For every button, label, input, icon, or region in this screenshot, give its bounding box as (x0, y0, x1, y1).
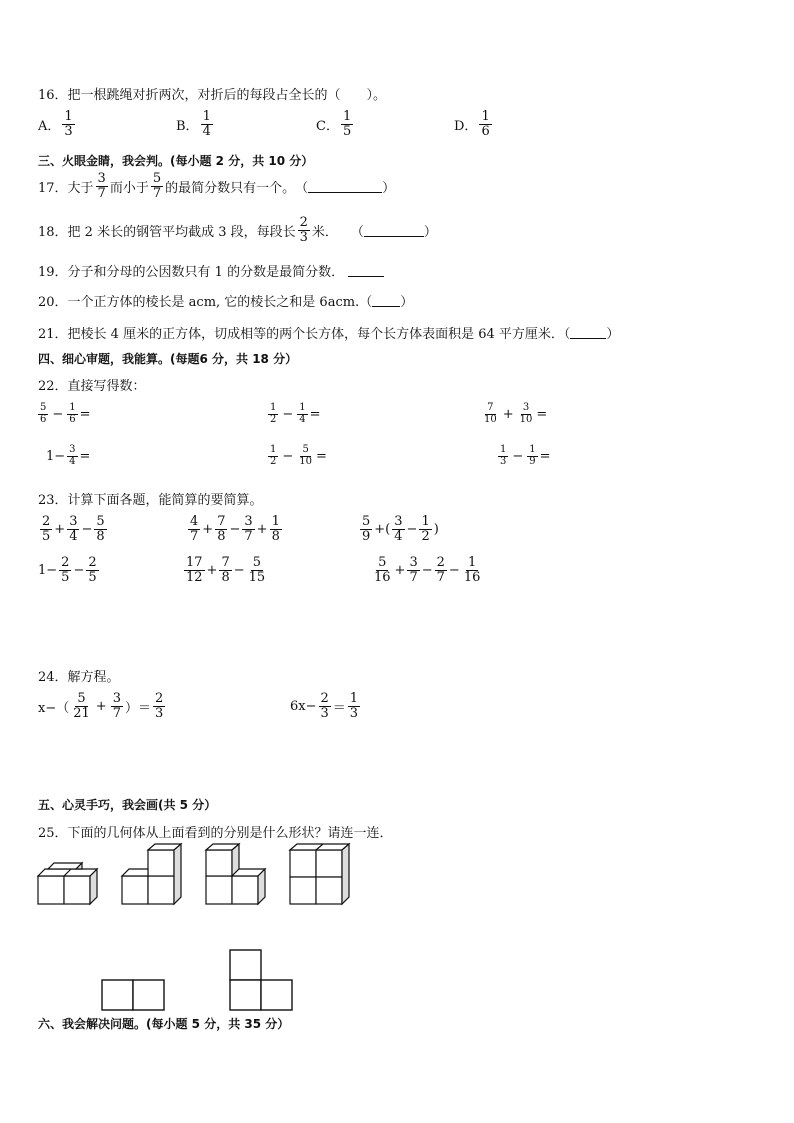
solid-figure-4 (288, 842, 354, 908)
option-a[interactable]: A． $\frac{1}{3}$ (38, 109, 73, 139)
question-18: 18．把 2 米长的钢管平均截成 3 段，每段长 $\frac{2}{3}$ 米． （ ） (38, 215, 437, 245)
calc-item: $\frac{1}{2}$ − $\frac{5}{10}$ = (270, 444, 327, 467)
section-4-heading: 四、细心审题，我能算。(每题6 分，共 18 分） (38, 352, 298, 366)
question-17: 17．大于 $\frac{3}{7}$ 而小于 $\frac{5}{7}$ 的最简分数只有一个。 （ ） (38, 171, 396, 201)
option-b[interactable]: B． $\frac{1}{4}$ (176, 109, 211, 139)
expression-5: $\frac{17}{12}$ + $\frac{7}{8}$ − $\frac{5}{15}$ (186, 555, 266, 585)
answer-blank-19[interactable] (348, 264, 384, 277)
expression-3: $\frac{5}{9}$ +( $\frac{3}{4}$ − $\frac{1}{2}$ ) (362, 514, 439, 544)
calc-item: $\frac{5}{6}$ − $\frac{1}{6}$ = (40, 402, 91, 425)
expression-4: 1− $\frac{2}{5}$ − $\frac{2}{5}$ (38, 555, 97, 585)
section-6-heading: 六、我会解决问题。(每小题 5 分，共 35 分） (38, 1017, 290, 1031)
option-c[interactable]: C． $\frac{1}{5}$ (316, 109, 352, 139)
answer-blank-17[interactable] (308, 180, 382, 193)
calc-item: 1− $\frac{3}{4}$ = (46, 444, 91, 467)
top-view-l-shape[interactable] (228, 948, 294, 1012)
section-5-heading: 五、心灵手巧，我会画(共 5 分） (38, 798, 217, 812)
top-view-two-squares[interactable] (100, 978, 166, 1012)
question-23-title: 23．计算下面各题，能简算的要简算。 (38, 493, 263, 508)
expression-1: $\frac{2}{5}$ + $\frac{3}{4}$ − $\frac{5}{8}$ (42, 514, 105, 544)
solid-figure-3 (204, 842, 270, 908)
answer-blank-21[interactable] (570, 326, 606, 339)
question-16: 16．把一根跳绳对折两次，对折后的每段占全长的（ ）。 (38, 88, 387, 103)
equation-1: x−（ $\frac{5}{21}$ + $\frac{3}{7}$ ）＝ $\frac{2}{3}$ (38, 691, 164, 721)
question-21: 21．把棱长 4 厘米的正方体，切成相等的两个长方体，每个长方体表面积是 64 平方厘米．（ ） (38, 327, 620, 342)
solid-figure-1 (36, 858, 102, 908)
question-19: 19．分子和分母的公因数只有 1 的分数是最简分数． (38, 261, 384, 280)
expression-6: $\frac{5}{16}$ + $\frac{3}{7}$ − $\frac{2}{7}$ − $\frac{1}{16}$ (374, 555, 481, 585)
answer-blank-20[interactable] (372, 294, 400, 307)
section-3-heading: 三、火眼金睛，我会判。(每小题 2 分，共 10 分） (38, 154, 314, 168)
question-20: 20．一个正方体的棱长是 acm, 它的棱长之和是 6acm.（ ） (38, 295, 414, 310)
answer-blank-18[interactable] (364, 224, 424, 237)
calc-item: $\frac{7}{10}$ + $\frac{3}{10}$ = (484, 402, 548, 425)
question-25: 25．下面的几何体从上面看到的分别是什么形状？请连一连． (38, 826, 393, 841)
question-24-title: 24．解方程。 (38, 670, 120, 685)
solid-figure-2 (120, 842, 186, 908)
equation-2: 6x− $\frac{2}{3}$ ＝ $\frac{1}{3}$ (290, 691, 359, 721)
option-d[interactable]: D． $\frac{1}{6}$ (454, 109, 490, 139)
question-22-title: 22．直接写得数： (38, 379, 146, 394)
calc-item: $\frac{1}{3}$ − $\frac{1}{9}$ = (500, 444, 551, 467)
calc-item: $\frac{1}{2}$ − $\frac{1}{4}$ = (270, 402, 321, 425)
expression-2: $\frac{4}{7}$ + $\frac{7}{8}$ − $\frac{3}{7}$ + $\frac{1}{8}$ (190, 514, 280, 544)
